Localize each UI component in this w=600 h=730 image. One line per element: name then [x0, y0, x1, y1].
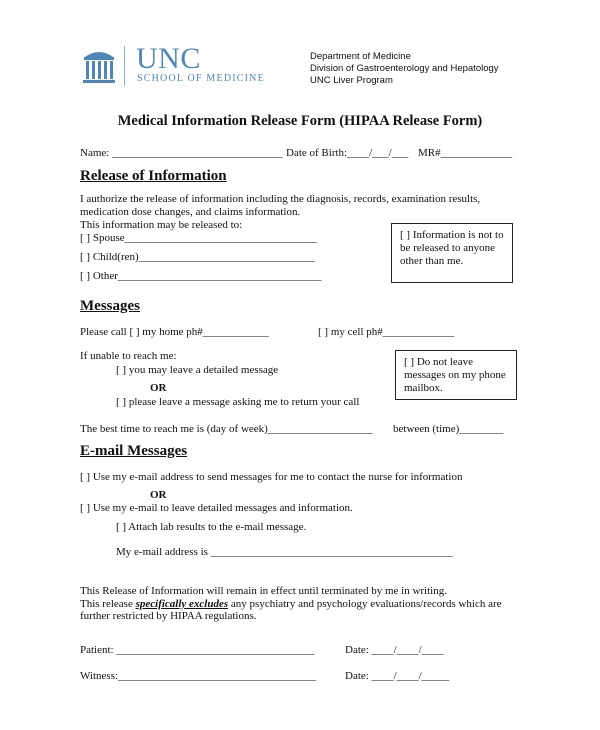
- release-para-1: I authorize the release of information including the diagnosis, records, examination results,: [80, 193, 481, 205]
- restriction-statement: further restricted by HIPAA regulations.: [80, 610, 257, 622]
- logo-divider: [124, 46, 125, 86]
- exclusion-pre: This release: [80, 598, 136, 610]
- email-address-field[interactable]: My e-mail address is ____________________________________________: [116, 546, 453, 558]
- children-checkbox[interactable]: [ ] Child(ren)________________________________: [80, 251, 315, 263]
- return-call-checkbox[interactable]: [ ] please leave a message asking me to return your call: [116, 396, 360, 408]
- best-day-field[interactable]: The best time to reach me is (day of week)___________________: [80, 423, 373, 435]
- best-time-field[interactable]: between (time)________: [393, 423, 504, 435]
- cell-phone-field[interactable]: [ ] my cell ph#_____________: [318, 326, 455, 338]
- old-well-icon: [82, 47, 116, 85]
- home-phone-field[interactable]: Please call [ ] my home ph#____________: [80, 326, 269, 338]
- name-field[interactable]: Name: _______________________________: [80, 147, 283, 159]
- exclusion-post: any psychiatry and psychology evaluations/records which are: [228, 598, 502, 610]
- patient-signature-field[interactable]: Patient: ____________________________________: [80, 644, 315, 656]
- page-title: Medical Information Release Form (HIPAA Release Form): [117, 113, 483, 129]
- email-detailed-checkbox[interactable]: [ ] Use my e-mail to leave detailed messages and information.: [80, 502, 353, 514]
- no-release-checkbox[interactable]: [ ] Information is not to be released to anyone other than me.: [391, 223, 513, 283]
- logo-unc-text: UNC: [136, 42, 201, 75]
- exclusion-emphasis: specifically excludes: [135, 598, 229, 610]
- email-contact-checkbox[interactable]: [ ] Use my e-mail address to send messages for me to contact the nurse for information: [80, 471, 463, 483]
- witness-signature-field[interactable]: Witness:____________________________________: [80, 670, 317, 682]
- dob-field[interactable]: Date of Birth:____/___/___: [286, 147, 409, 159]
- logo-subtitle: SCHOOL OF MEDICINE: [137, 73, 265, 84]
- email-or-label: OR: [150, 489, 167, 501]
- no-voicemail-checkbox[interactable]: [ ] Do not leave messages on my phone mailbox.: [395, 350, 517, 400]
- division-line: Division of Gastroenterology and Hepatology: [310, 63, 499, 74]
- detailed-message-checkbox[interactable]: [ ] you may leave a detailed message: [116, 364, 279, 376]
- other-checkbox[interactable]: [ ] Other_____________________________________: [80, 270, 322, 282]
- release-para-2: medication dose changes, and claims information.: [80, 206, 301, 218]
- release-heading: Release of Information: [80, 168, 227, 184]
- release-para-3: This information may be released to:: [80, 219, 243, 231]
- witness-date-field[interactable]: Date: ____/____/_____: [345, 670, 450, 682]
- messages-heading: Messages: [80, 298, 140, 314]
- program-line: UNC Liver Program: [310, 75, 393, 86]
- mr-field[interactable]: MR#_____________: [418, 147, 513, 159]
- effect-statement: This Release of Information will remain in effect until terminated by me in writing.: [80, 585, 447, 597]
- spouse-checkbox[interactable]: [ ] Spouse___________________________________: [80, 232, 318, 244]
- department-block: [310, 51, 499, 87]
- unable-label: If unable to reach me:: [80, 350, 177, 362]
- patient-date-field[interactable]: Date: ____/____/____: [345, 644, 444, 656]
- or-label: OR: [150, 382, 167, 394]
- exclusion-statement: [80, 598, 502, 610]
- email-heading: E-mail Messages: [80, 443, 188, 459]
- department-line: Department of Medicine: [310, 51, 411, 62]
- attach-labs-checkbox[interactable]: [ ] Attach lab results to the e-mail message.: [116, 521, 307, 533]
